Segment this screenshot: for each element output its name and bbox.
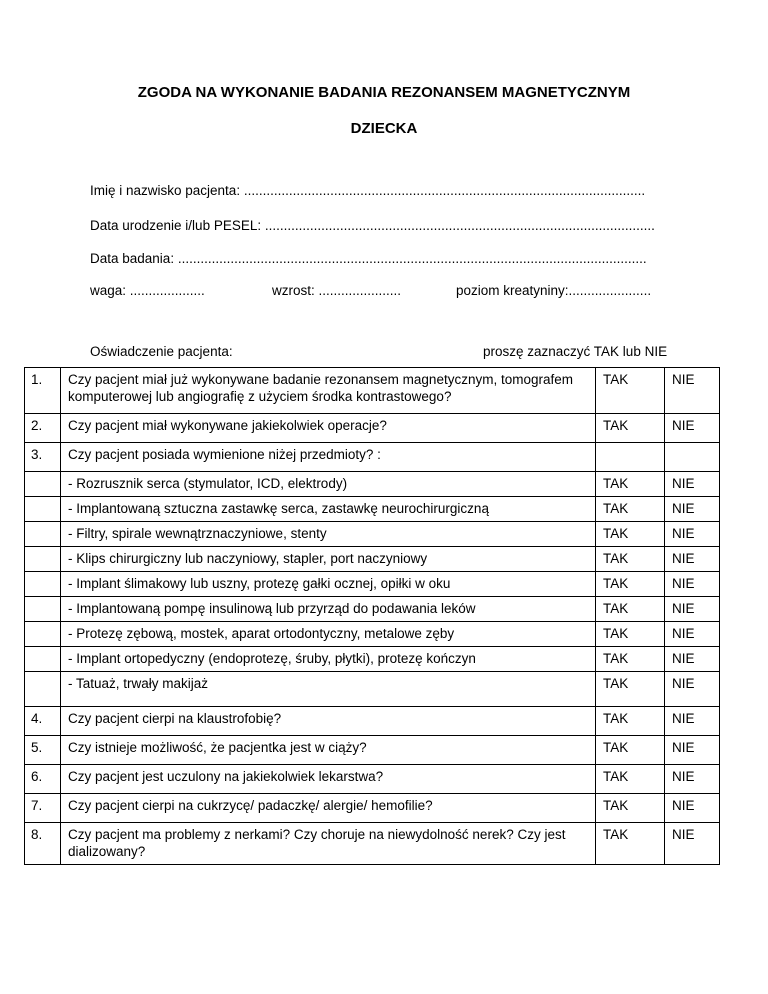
question-number [25,547,61,572]
question-text: - Implant ślimakowy lub uszny, protezę gałki ocznej, opiłki w oku [61,572,596,597]
answer-no[interactable]: NIE [665,597,720,622]
patient-name-field[interactable]: Imię i nazwisko pacjenta: ........................................................................................................... [90,183,646,198]
table-row [25,597,720,622]
question-text: - Rozrusznik serca (stymulator, ICD, elektrody) [61,472,596,497]
question-text: Czy pacjent cierpi na cukrzycę/ padaczkę/ alergie/ hemofilie? [61,794,596,823]
question-text: - Filtry, spirale wewnątrznaczyniowe, stenty [61,522,596,547]
question-number [25,672,61,707]
document-title: ZGODA NA WYKONANIE BADANIA REZONANSEM MAGNETYCZNYM [137,84,631,101]
answer-no[interactable]: NIE [665,522,720,547]
question-number: 7. [25,794,61,823]
question-text: - Tatuaż, trwały makijaż [61,672,596,707]
table-row [25,547,720,572]
answer-yes [596,443,665,472]
answer-no[interactable]: NIE [665,823,720,865]
question-number [25,522,61,547]
exam-date-field[interactable]: Data badania: ............................................................................................................................. [90,251,647,266]
answer-yes[interactable]: TAK [596,736,665,765]
answer-yes[interactable]: TAK [596,647,665,672]
question-text: Czy istnieje możliwość, że pacjentka jest w ciąży? [61,736,596,765]
document-subtitle: DZIECKA [350,120,418,137]
table-row [25,672,720,707]
table-row [25,622,720,647]
answer-no[interactable]: NIE [665,672,720,707]
question-number [25,472,61,497]
answer-yes[interactable]: TAK [596,672,665,707]
question-text: - Implant ortopedyczny (endoprotezę, śruby, płytki), protezę kończyn [61,647,596,672]
birth-date-pesel-field[interactable]: Data urodzenie i/lub PESEL: ........................................................................................................ [90,218,655,233]
answer-no[interactable]: NIE [665,547,720,572]
answer-no[interactable]: NIE [665,572,720,597]
question-text: - Implantowaną pompę insulinową lub przyrząd do podawania leków [61,597,596,622]
table-row [25,497,720,522]
question-text: - Implantowaną sztuczna zastawkę serca, zastawkę neurochirurgiczną [61,497,596,522]
answer-no [665,443,720,472]
question-number [25,647,61,672]
table-row [25,572,720,597]
question-text: Czy pacjent ma problemy z nerkami? Czy choruje na niewydolność nerek? Czy jest dializowany? [61,823,596,865]
table-row [25,794,720,823]
question-text: Czy pacjent miał wykonywane jakiekolwiek operacje? [61,414,596,443]
answer-no[interactable]: NIE [665,794,720,823]
answer-yes[interactable]: TAK [596,597,665,622]
table-row [25,823,720,865]
question-text: - Klips chirurgiczny lub naczyniowy, stapler, port naczyniowy [61,547,596,572]
question-text: Czy pacjent jest uczulony na jakiekolwiek lekarstwa? [61,765,596,794]
weight-field[interactable]: waga: .................... [90,283,205,298]
instruction-text: proszę zaznaczyć TAK lub NIE [483,344,668,359]
answer-yes[interactable]: TAK [596,707,665,736]
question-number: 4. [25,707,61,736]
answer-no[interactable]: NIE [665,497,720,522]
question-number: 5. [25,736,61,765]
answer-no[interactable]: NIE [665,368,720,414]
question-number: 6. [25,765,61,794]
table-row [25,522,720,547]
question-number [25,497,61,522]
answer-no[interactable]: NIE [665,647,720,672]
question-number [25,572,61,597]
table-row [25,368,720,414]
table-row [25,765,720,794]
answer-yes[interactable]: TAK [596,547,665,572]
answer-yes[interactable]: TAK [596,368,665,414]
answer-yes[interactable]: TAK [596,622,665,647]
question-number: 1. [25,368,61,414]
answer-yes[interactable]: TAK [596,497,665,522]
answer-no[interactable]: NIE [665,622,720,647]
table-row [25,647,720,672]
answer-no[interactable]: NIE [665,736,720,765]
statement-label: Oświadczenie pacjenta: [90,344,233,359]
table-row [25,472,720,497]
answer-no[interactable]: NIE [665,765,720,794]
question-number [25,622,61,647]
answer-no[interactable]: NIE [665,414,720,443]
height-field[interactable]: wzrost: ...................... [272,283,402,298]
answer-yes[interactable]: TAK [596,472,665,497]
answer-yes[interactable]: TAK [596,572,665,597]
question-number [25,597,61,622]
answer-no[interactable]: NIE [665,472,720,497]
table-row [25,443,720,472]
question-text: Czy pacjent cierpi na klaustrofobię? [61,707,596,736]
question-text: - Protezę zębową, mostek, aparat ortodontyczny, metalowe zęby [61,622,596,647]
table-row [25,414,720,443]
answer-yes[interactable]: TAK [596,794,665,823]
questionnaire-table [24,367,720,865]
question-number: 8. [25,823,61,865]
answer-yes[interactable]: TAK [596,522,665,547]
answer-yes[interactable]: TAK [596,823,665,865]
creatinine-field[interactable]: poziom kreatyniny:...................... [456,283,652,298]
question-number: 2. [25,414,61,443]
table-row [25,707,720,736]
question-text: Czy pacjent miał już wykonywane badanie rezonansem magnetycznym, tomografem komputerowej lub angiografię z użyciem środka kontrastowego? [61,368,596,414]
answer-yes[interactable]: TAK [596,765,665,794]
answer-no[interactable]: NIE [665,707,720,736]
question-text: Czy pacjent posiada wymienione niżej przedmioty? : [61,443,596,472]
table-row [25,736,720,765]
question-number: 3. [25,443,61,472]
answer-yes[interactable]: TAK [596,414,665,443]
